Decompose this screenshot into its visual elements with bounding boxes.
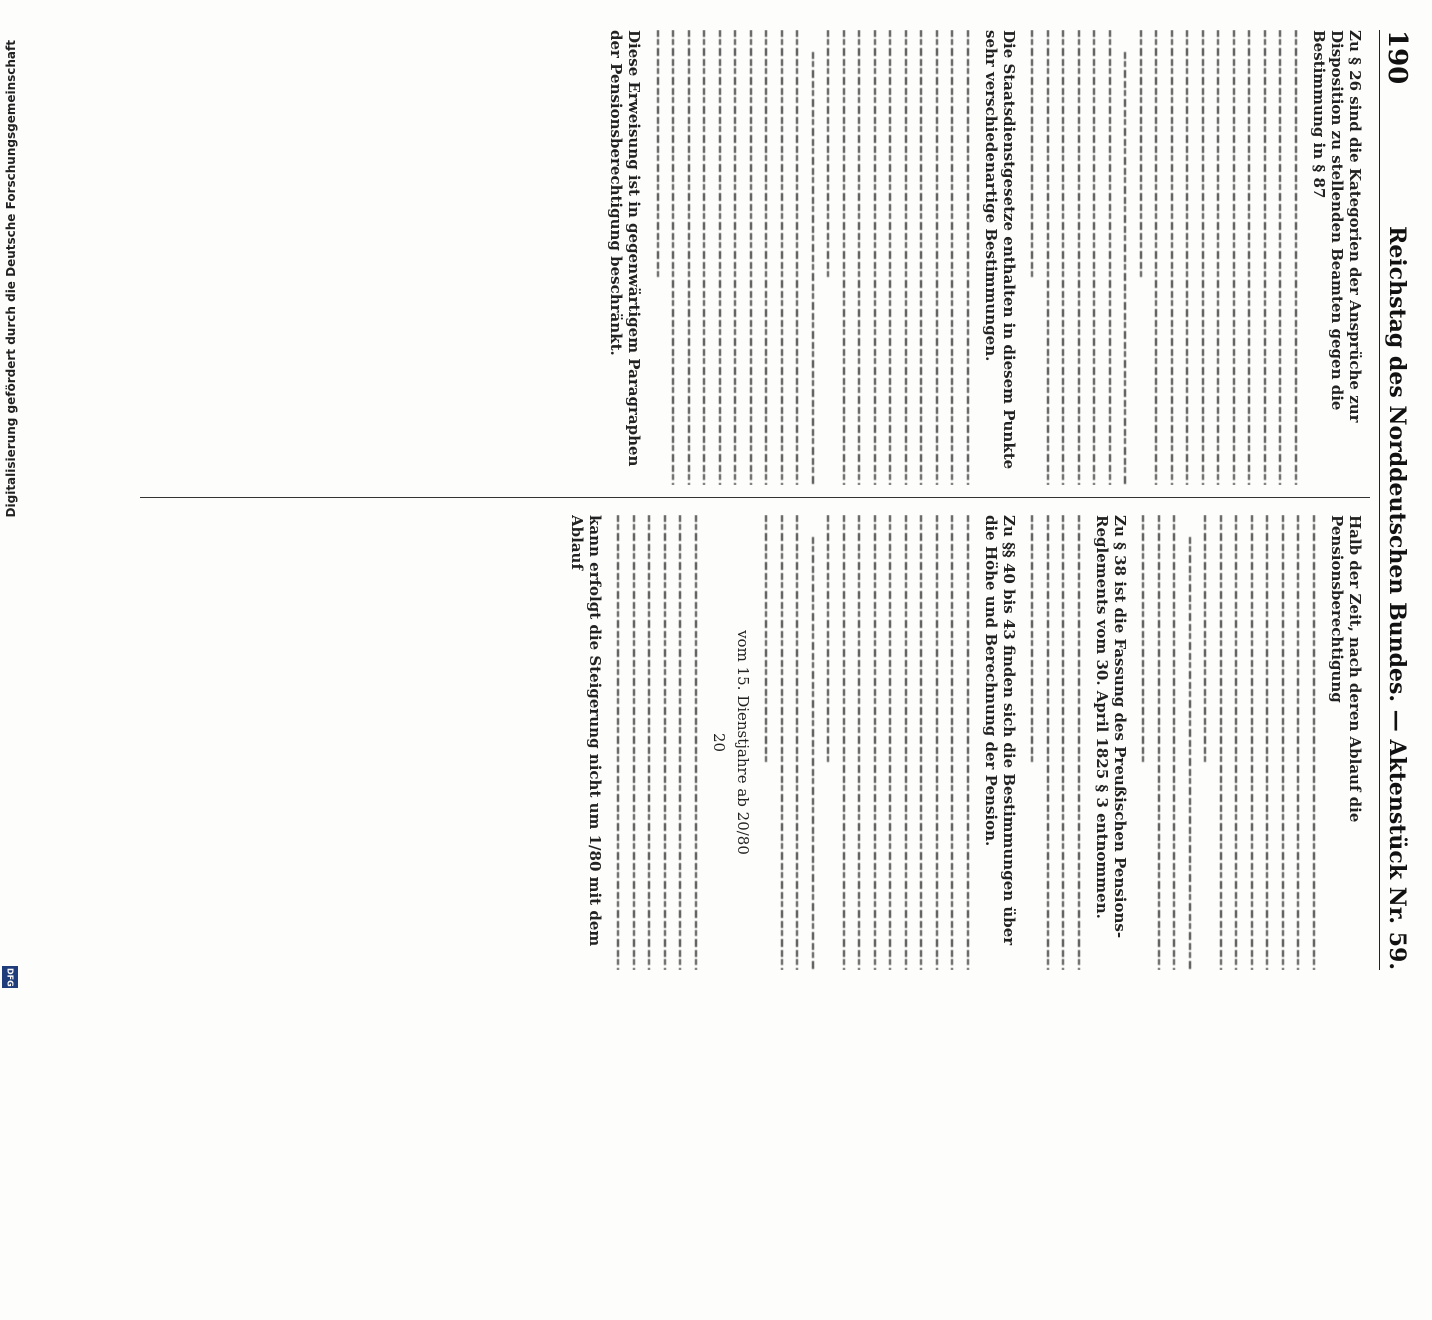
right-text-column (140, 515, 1370, 970)
right-column-closing: kann erfolgt die Steigerung nicht um 1/80 mit dem Ablauf (568, 515, 604, 947)
left-text-column (140, 30, 1370, 485)
left-column-closing: Diese Erweisung ist in gegenwärtigem Paragraphen der Pensionsberechtigung beschränkt. (607, 30, 644, 467)
rotated-sheet (60, 20, 1412, 1320)
left-column-opening: Zu § 26 sind die Kategorien der Ansprüche zur Disposition zu stellenden Beamten gegen die Bestimmung in § 87 (1310, 30, 1364, 423)
left-column-paragraph: Die Staatsdienstgesetze enthalten in diesem Punkte sehr verschiedenartige Bestimmungen. (982, 30, 1018, 470)
pension-formula: vom 15. Dienstjahre ab 20/80 (734, 630, 752, 855)
right-column-opening: Halb der Zeit, nach deren Ablauf die Pensionsberechtigung (1328, 515, 1364, 823)
digitization-credit (4, 40, 20, 960)
dfg-logo: DFG (2, 966, 18, 988)
pension-formula-denominator: 20 (710, 732, 728, 753)
credit-text: Digitalisierung gefördert durch die Deutsche Forschungsgemeinschaft (4, 40, 18, 518)
document-sheet (120, 20, 1420, 980)
right-column-section: Zu §§ 40 bis 43 finden sich die Bestimmungen über die Höhe und Berechnung der Pension. (982, 515, 1018, 946)
page-number: 190 (1382, 30, 1412, 85)
column-divider (140, 497, 1370, 498)
right-column-paragraph: Zu § 38 ist die Fassung des Preußischen Pensions-Reglements vom 30. April 1825 § 3 entnommen. (1093, 515, 1129, 939)
page-title: Reichstag des Norddeutschen Bundes. — Aktenstück Nr. 59. (1384, 226, 1410, 970)
running-header (1379, 30, 1414, 970)
